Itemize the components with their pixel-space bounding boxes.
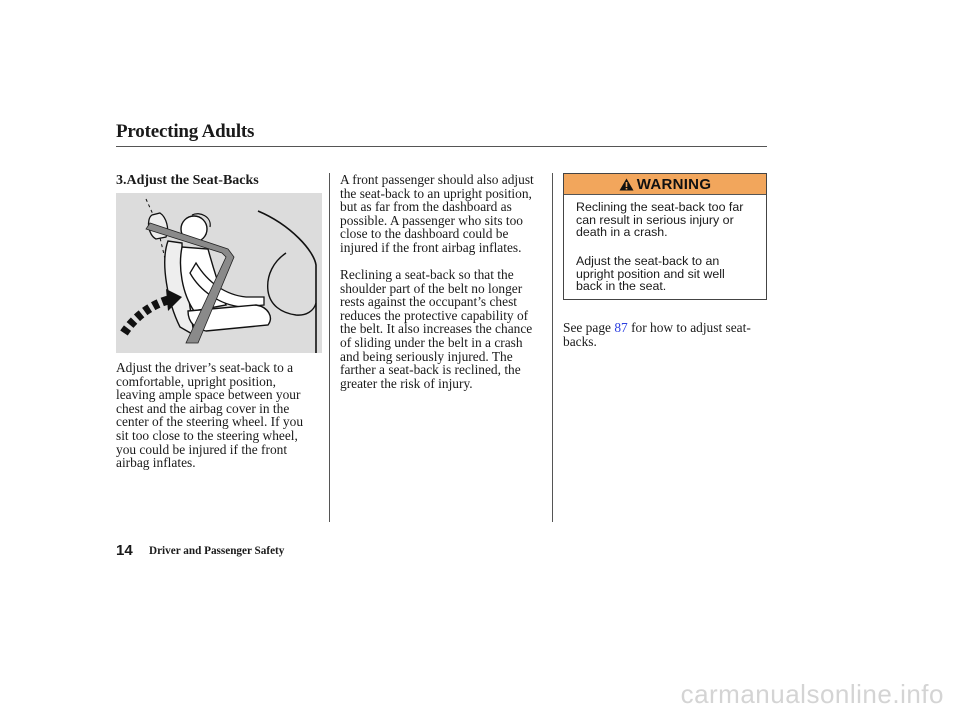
warning-label: WARNING — [636, 175, 712, 193]
watermark: carmanualsonline.info — [680, 679, 944, 709]
warning-header — [564, 174, 766, 195]
reclining-risk-paragraph: Reclining a seat-back so that the shoulder part of the belt no longer rests against the occupant’s chest reduces the protective capability of the belt. It also increases the chance of sliding under the belt in a crash and being seriously injured. The farther a seat-back is reclined, the greater the risk of injury. — [340, 267, 533, 391]
warning-box — [563, 173, 767, 300]
page-number: 14 — [116, 542, 133, 559]
warning-text-1: Reclining the seat-back too far can result in serious injury or death in a crash. — [576, 200, 744, 240]
footer-section-label: Driver and Passenger Safety — [149, 545, 285, 557]
see-page-prefix: See page — [563, 320, 615, 335]
page-title: Protecting Adults — [116, 121, 255, 142]
seat-back-illustration — [116, 193, 322, 353]
title-rule — [116, 146, 767, 147]
see-page-reference — [563, 321, 768, 348]
see-page-suffix: for how to adjust seat- backs. — [563, 320, 751, 349]
passenger-seatback-paragraph: A front passenger should also adjust the seat-back to an upright position, but as far from the dashboard as possible. A passenger who sits too close to the dashboard could be injured if the front airbag inflates. — [340, 172, 534, 255]
column-divider-2 — [552, 173, 553, 522]
column-divider-1 — [329, 173, 330, 522]
warning-text-2: Adjust the seat-back to an upright position and sit well back in the seat. — [576, 254, 725, 294]
warning-triangle-icon — [619, 178, 634, 191]
seat-illustration-image — [116, 193, 322, 353]
section-heading: 3.Adjust the Seat-Backs — [116, 173, 259, 188]
page-87-link[interactable]: 87 — [614, 320, 628, 335]
driver-seatback-paragraph: Adjust the driver’s seat-back to a comfortable, upright position, leaving ample space between your chest and the airbag cover in the center of the steering wheel. If you sit too close to the steering wheel, you could be injured if the front airbag inflates. — [116, 360, 304, 471]
